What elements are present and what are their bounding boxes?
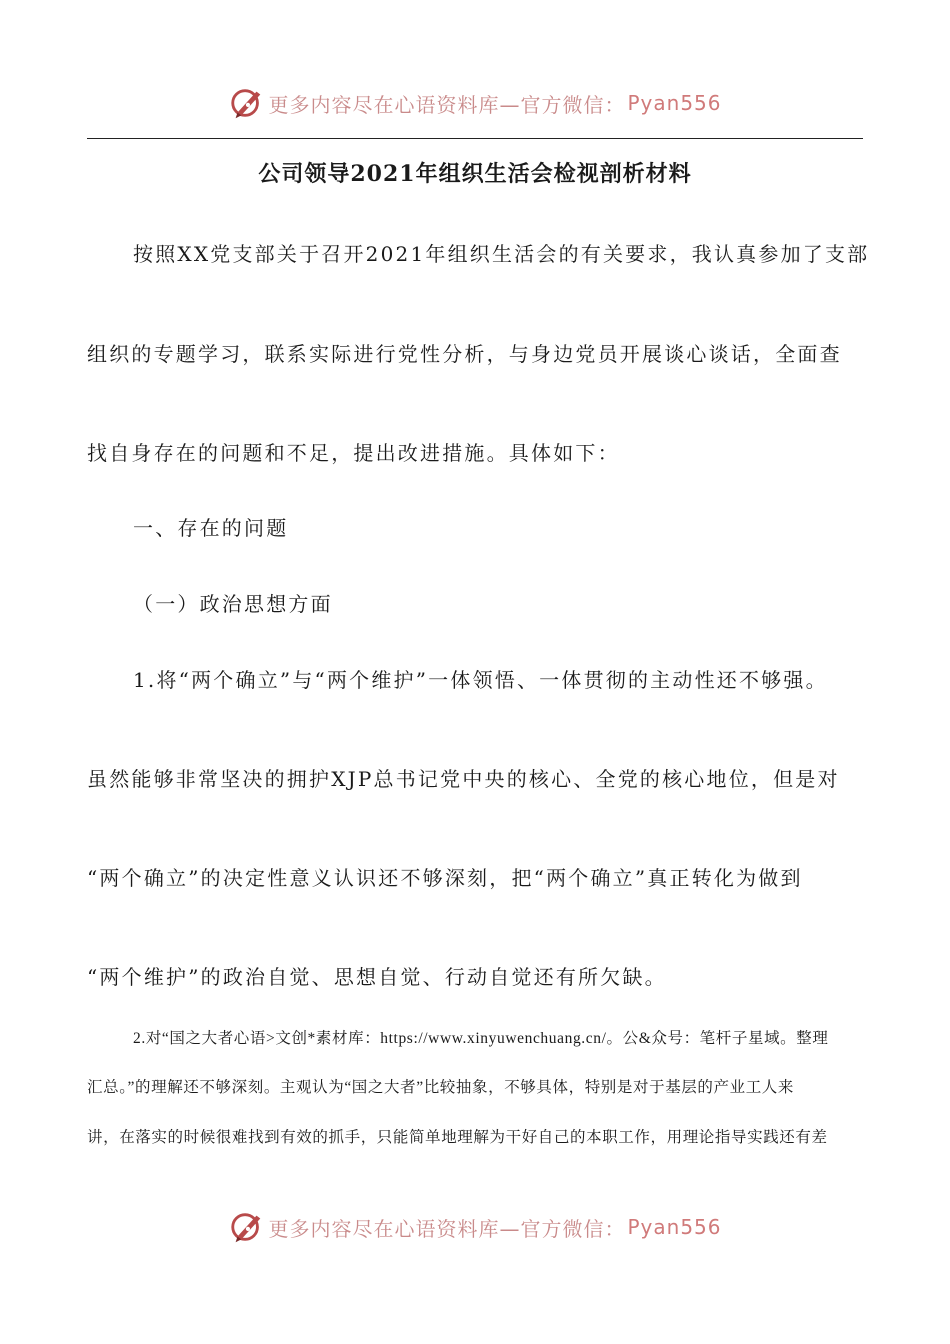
body-line: 组织的专题学习，联系实际进行党性分析，与身边党员开展谈心谈话，全面查 [87, 342, 842, 366]
footer-watermark [0, 1208, 950, 1246]
small-body-line: 2.对“国之大者心语>文创*素材库：https://www.xinyuwenchuang.cn/。公&众号：笔杆子星域。整理 [133, 1030, 829, 1047]
small-body-line: 汇总。”的理解还不够深刻。主观认为“国之大者”比较抽象，不够具体，特别是对于基层的产业工人来 [87, 1079, 794, 1096]
page-title: 公司领导2021年组织生活会检视剖析材料 [258, 161, 692, 187]
watermark-handle: Pyan556 [627, 91, 722, 115]
body-line: 按照XX党支部关于召开2021年组织生活会的有关要求，我认真参加了支部 [133, 242, 870, 266]
section-heading: 一、存在的问题 [133, 516, 289, 540]
pen-logo-icon [228, 84, 266, 122]
watermark-text: 更多内容尽在心语资料库—官方微信： [268, 1216, 626, 1241]
body-line: “两个维护”的政治自觉、思想自觉、行动自觉还有所欠缺。 [87, 965, 667, 989]
header-rule [87, 138, 863, 139]
header-watermark [0, 84, 950, 122]
pen-logo-icon [228, 1208, 266, 1246]
body-line: “两个确立”的决定性意义认识还不够深刻，把“两个确立”真正转化为做到 [87, 866, 803, 890]
watermark-handle: Pyan556 [627, 1215, 722, 1239]
body-line: 1.将“两个确立”与“两个维护”一体领悟、一体贯彻的主动性还不够强。 [133, 668, 828, 692]
watermark-text: 更多内容尽在心语资料库—官方微信： [268, 92, 626, 117]
subsection-heading: （一）政治思想方面 [133, 592, 333, 616]
body-line: 找自身存在的问题和不足，提出改进措施。具体如下： [87, 441, 620, 465]
small-body-line: 讲，在落实的时候很难找到有效的抓手，只能简单地理解为干好自己的本职工作，用理论指导实践还有差 [87, 1129, 828, 1146]
body-line: 虽然能够非常坚决的拥护XJP总书记党中央的核心、全党的核心地位，但是对 [87, 767, 840, 791]
